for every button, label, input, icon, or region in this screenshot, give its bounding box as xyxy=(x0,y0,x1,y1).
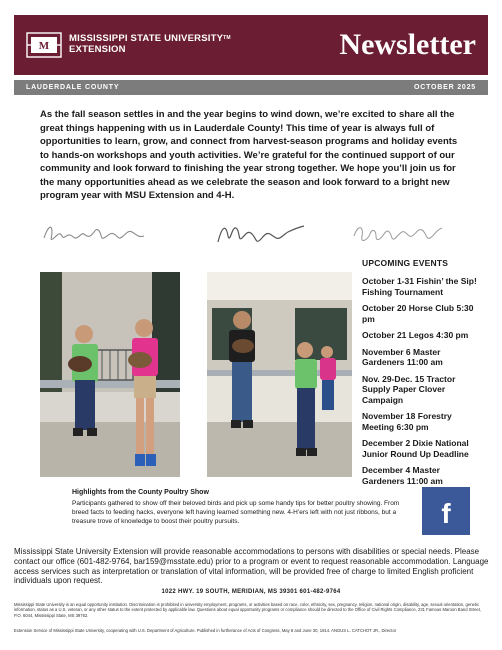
signature-1 xyxy=(40,218,150,248)
poultry-show-photo-2 xyxy=(207,272,352,477)
svg-text:M: M xyxy=(38,40,50,52)
facebook-letter: f xyxy=(441,498,451,529)
accessibility-notice: Mississippi State University Extension will provide reasonable accommodations to persons with disabilities or special needs. Please contact our office (601-482-9764, bar159@msstate.edu) prior to a program or event to request reasonable accommodation. Language access services such as interpretation or translation of vital information, will be provided free of charge to limited English proficient individuals upon request. xyxy=(14,547,489,586)
signature-2 xyxy=(212,218,312,248)
upcoming-events-heading: UPCOMING EVENTS xyxy=(362,258,449,268)
event-item: October 20 Horse Club 5:30 pm xyxy=(362,303,474,324)
event-item: December 2 Dixie National Junior Round Up Deadline xyxy=(362,438,469,459)
signature-3 xyxy=(350,218,445,248)
upcoming-events-list xyxy=(362,276,482,486)
issue-date: OCTOBER 2025 xyxy=(414,84,476,91)
office-address: 1022 HWY. 19 SOUTH, MERIDIAN, MS 39301 601-482-9764 xyxy=(161,589,341,595)
equal-opportunity-statement: Mississippi State University is an equal opportunity institution. Discrimination is prohibited in university employment, programs, or activities based on race, color, ethnicity, sex, pregnancy, religion, national origin, disability, age, sexual orientation, genetic information, status as a U.S. veteran, or any other status to the extent protected by applicable law. Questions about equal opportunity programs or compliance should be directed to the Office of Civil Rights Compliance, 231 Famous Maroon Band Street, P.O. 6044, Mississippi State, MS 39762. xyxy=(14,602,482,618)
photo-caption-title: Highlights from the County Poultry Show xyxy=(72,489,209,496)
poultry-show-photo-1 xyxy=(40,272,180,477)
event-item: October 21 Legos 4:30 pm xyxy=(362,330,469,340)
newsletter-title: Newsletter xyxy=(339,28,476,61)
event-item: December 4 Master Gardeners 11:00 am xyxy=(362,465,443,486)
photo-caption-text: Participants gathered to show off their beloved birds and pick up some handy tips for better poultry showing. From breed facts to feeding hacks, everyone left having learned something new. 4-H’ers left with not just ribbons, but a treasure trove of knowledge to boost their poultry pursuits. xyxy=(72,500,400,525)
event-item: November 6 Master Gardeners 11:00 am xyxy=(362,346,443,367)
msu-logo-icon xyxy=(26,32,62,58)
facebook-icon[interactable] xyxy=(422,487,470,535)
newsletter-header xyxy=(14,15,488,75)
extension-service-statement: Extension Service of Mississippi State University, cooperating with U.S. Department of Agriculture. Published in furtherance of Acts of Congress, May 8 and June 30, 1914. ANGUS L. CATCHOT JR., Director xyxy=(14,628,397,633)
university-name: MISSISSIPPI STATE UNIVERSITY™ EXTENSION xyxy=(69,33,231,55)
county-label: LAUDERDALE COUNTY xyxy=(26,84,120,91)
event-item: Nov. 29-Dec. 15 Tractor Supply Paper Clover Campaign xyxy=(362,373,456,405)
event-item: October 1-31 Fishin’ the Sip! Fishing Tournament xyxy=(362,276,477,297)
event-item: November 18 Forestry Meeting 6:30 pm xyxy=(362,411,452,432)
issue-bar xyxy=(14,80,488,95)
intro-paragraph: As the fall season settles in and the year begins to wind down, we’re excited to share all the great things happening with us in Lauderdale County! This time of year is always full of opportunities to learn, grow, and connect from harvest-season programs and holiday events to hands-on workshops and youth activities. We’re grateful for the continued support of our community and look forward to finishing the year strong together. We hope you’ll join us for the many opportunities ahead as we celebrate the season and look forward to a bright new program year with MSU Extension and 4-H. xyxy=(40,109,458,201)
